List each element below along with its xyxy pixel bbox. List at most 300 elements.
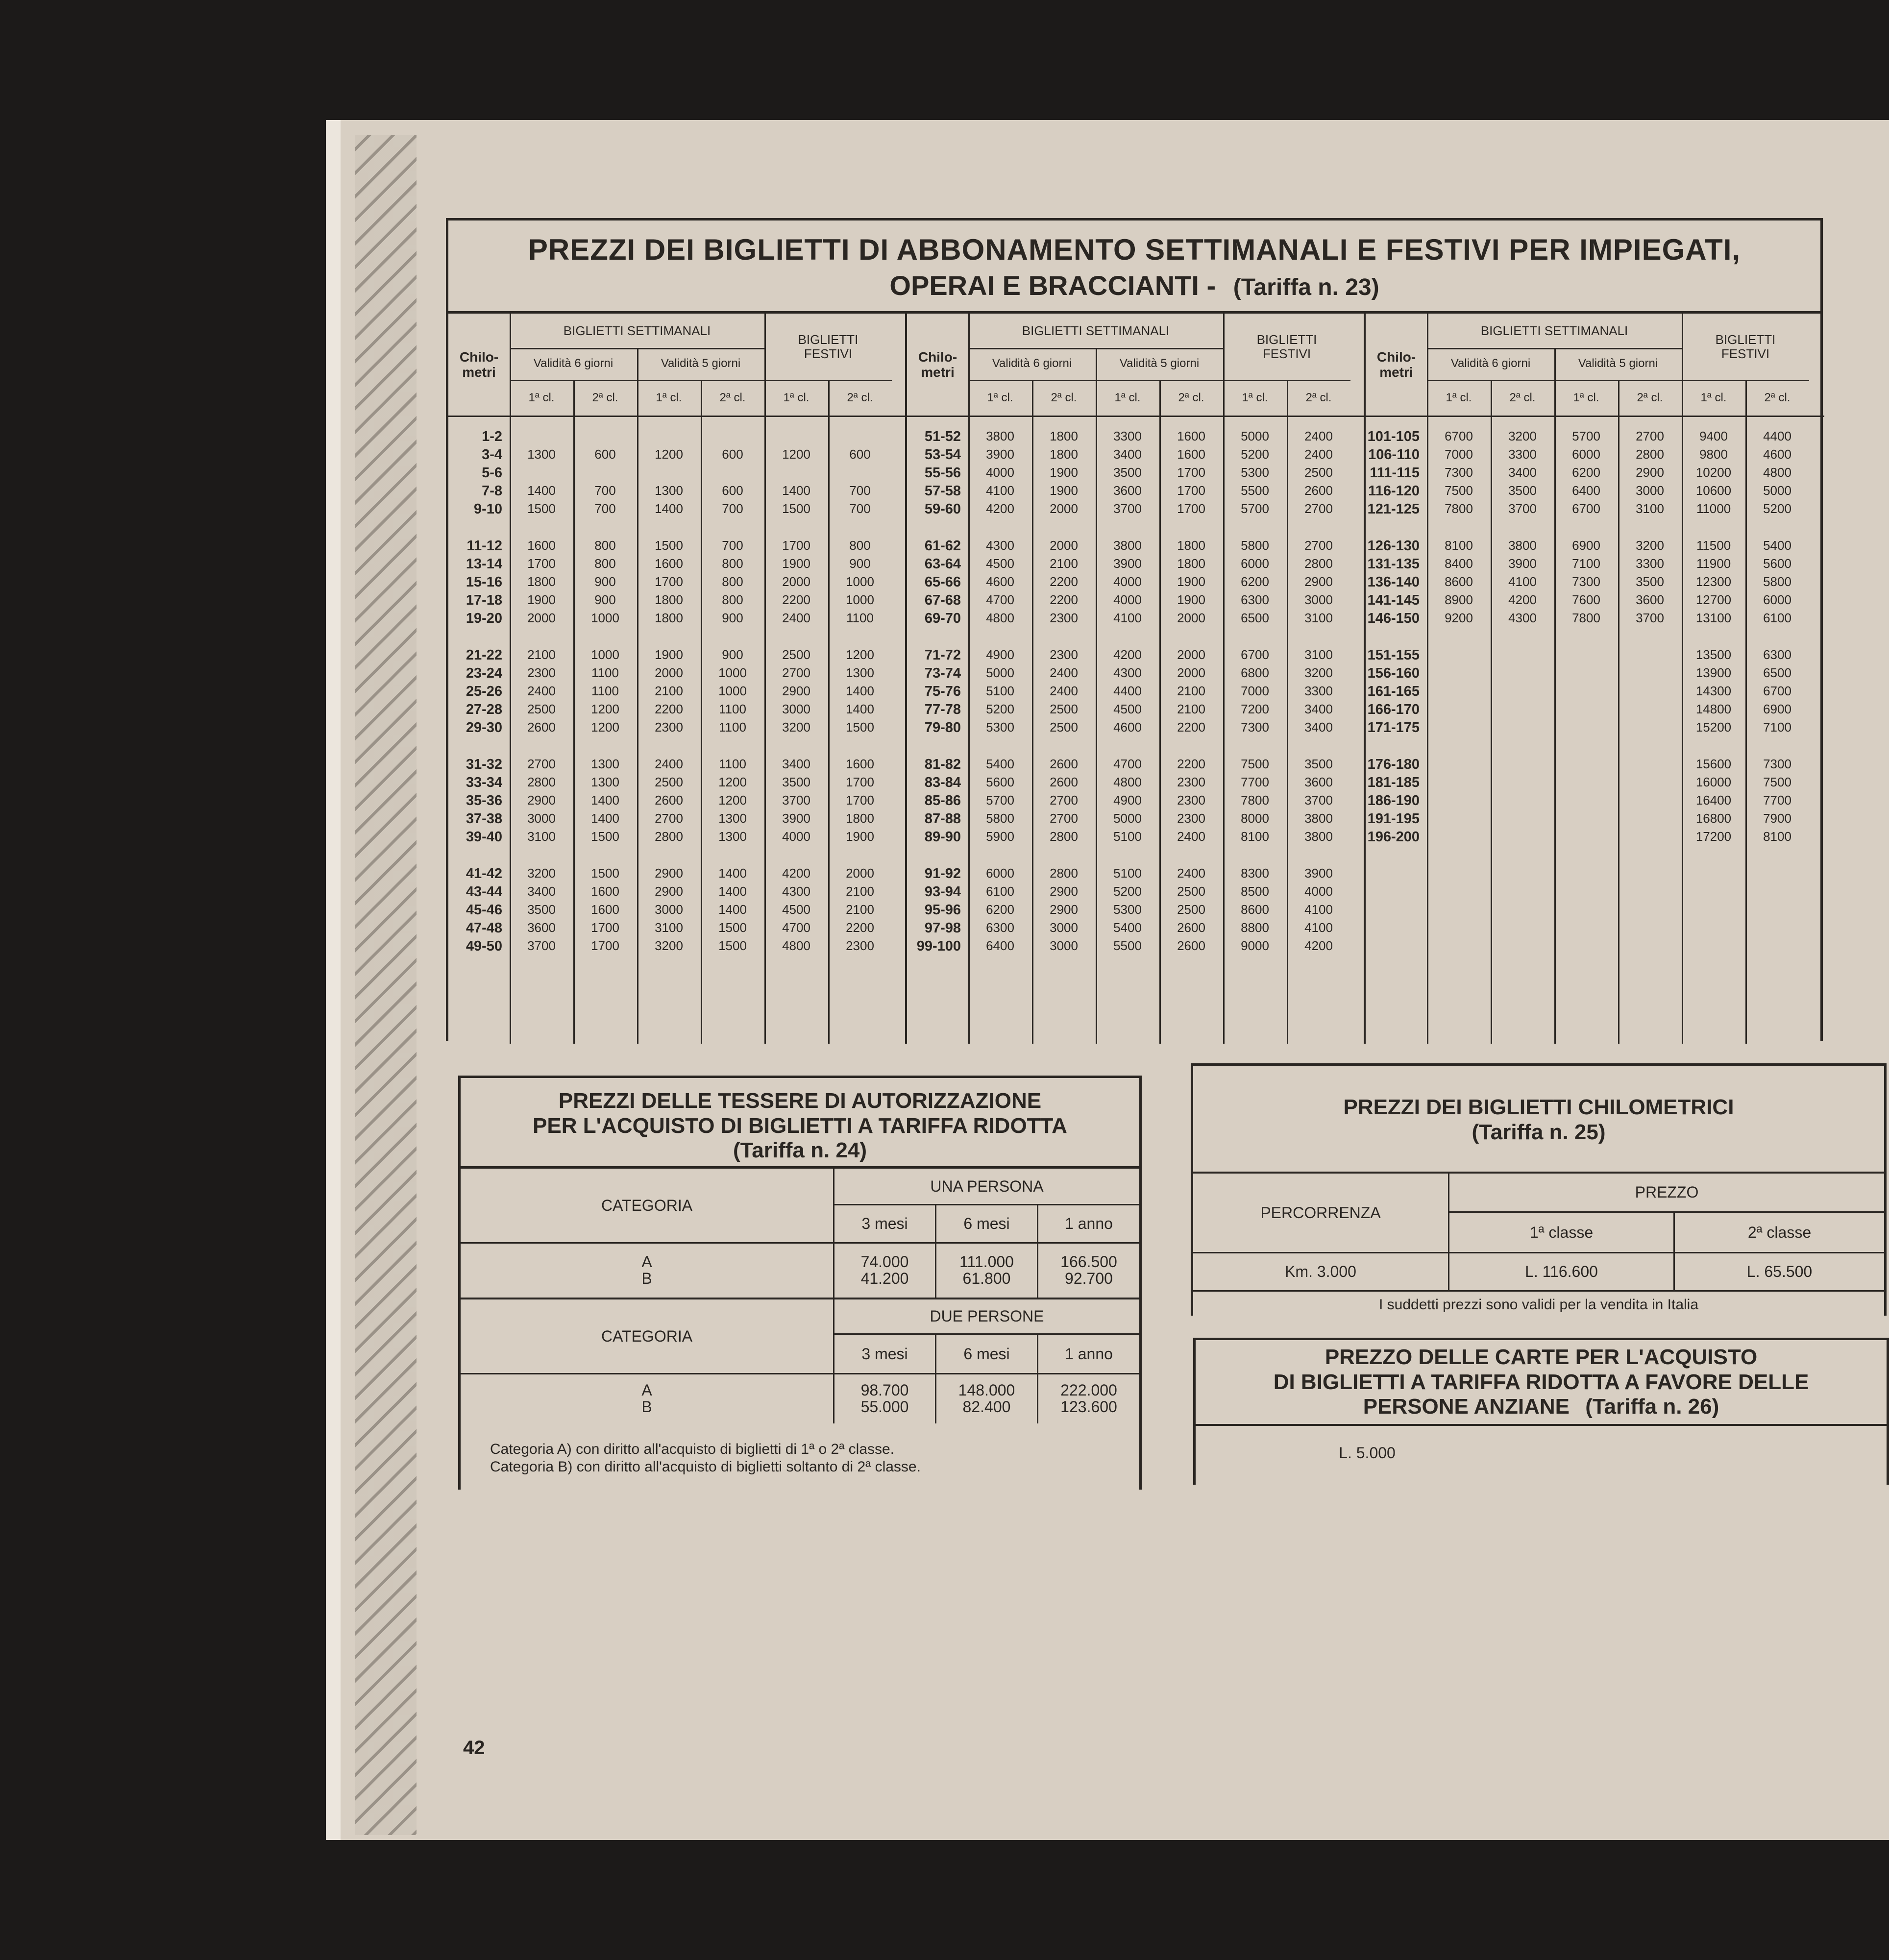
price-cell: 2100 <box>846 902 874 917</box>
chilometrici-title-line1: PREZZI DEI BIGLIETTI CHILOMETRICI <box>1343 1095 1734 1119</box>
price-cell: 8500 <box>1241 884 1269 899</box>
price-cell: 2700 <box>1304 538 1333 553</box>
price-cell: 3500 <box>1304 757 1333 771</box>
price-cell: 5600 <box>1763 556 1791 571</box>
period-1anno-2: 1 anno <box>1037 1335 1139 1373</box>
price-cell: 2400 <box>1304 429 1333 443</box>
km-range: 93-94 <box>924 884 961 900</box>
price-cell: 2100 <box>1177 702 1205 716</box>
price-cell: 3800 <box>986 429 1014 443</box>
price-cell: 3900 <box>1508 556 1537 571</box>
table-row <box>448 483 905 501</box>
price-cell: 2300 <box>1177 811 1205 826</box>
price-cell: 3500 <box>527 902 556 917</box>
class1-header: 1ª cl. <box>783 391 810 405</box>
price-cell: 7700 <box>1241 775 1269 789</box>
chilometrici-table <box>1191 1063 1887 1316</box>
price-cell: 1900 <box>655 647 683 662</box>
price-cell: 6200 <box>986 902 1014 917</box>
price-cell: 1500 <box>591 866 619 881</box>
class2-header: 2ª cl. <box>1637 391 1663 405</box>
table-row <box>1366 429 1824 447</box>
price-cell: 6300 <box>1763 647 1791 662</box>
price-cell: 2300 <box>655 720 683 735</box>
validity-6-header: Validità 6 giorni <box>992 357 1072 370</box>
price-cell: 1700 <box>1177 501 1205 516</box>
price-cell: 3800 <box>1113 538 1142 553</box>
price-cell: 7300 <box>1241 720 1269 735</box>
price-cell: 6000 <box>986 866 1014 881</box>
price-cell: 600 <box>594 447 616 462</box>
km-range: 41-42 <box>466 866 502 882</box>
price-cell: 2400 <box>1177 829 1205 844</box>
price-cell: 800 <box>722 574 743 589</box>
price-cell: 800 <box>722 592 743 607</box>
price-cell: 2500 <box>1304 465 1333 480</box>
price-cell: 5100 <box>1113 829 1142 844</box>
price-cell: 2400 <box>1050 665 1078 680</box>
price-cell: 6100 <box>1763 611 1791 625</box>
class2-header: 2ª cl. <box>1764 391 1791 405</box>
validity-6-header: Validità 6 giorni <box>1450 357 1531 370</box>
classe1-header: 1ª classe <box>1448 1213 1673 1252</box>
price-cell: 3100 <box>1304 611 1333 625</box>
table-row <box>1366 720 1824 738</box>
price-cell: 4800 <box>986 611 1014 625</box>
km-value: Km. 3.000 <box>1285 1263 1356 1280</box>
price-cell: 1100 <box>719 702 746 716</box>
km-range: 31-32 <box>466 757 502 772</box>
price-cell: 15600 <box>1695 757 1732 771</box>
price-cell: 15200 <box>1695 720 1732 735</box>
price-cell: 1600 <box>655 556 683 571</box>
price-cell: 3000 <box>1050 920 1078 935</box>
price-cell: 3300 <box>1304 684 1333 698</box>
table-blocks <box>448 314 1820 1044</box>
table-row <box>448 938 905 956</box>
price-cell: 1700 <box>527 556 556 571</box>
table-row <box>907 429 1364 447</box>
price-cell: 3900 <box>782 811 810 826</box>
price-cell: 1200 <box>846 647 874 662</box>
price-cell: 3300 <box>1508 447 1537 462</box>
price-cell: 2100 <box>846 884 874 899</box>
price-cell: 9000 <box>1241 938 1269 953</box>
price-cell: 4400 <box>1113 684 1142 698</box>
km-range: 77-78 <box>924 702 961 717</box>
price-cell: 5200 <box>1113 884 1142 899</box>
km-range: 111-115 <box>1370 465 1420 481</box>
price-cell: 3600 <box>527 920 556 935</box>
price-cell: 5000 <box>1241 429 1269 443</box>
price-cell: 800 <box>594 556 616 571</box>
price-cell: 10600 <box>1695 483 1732 498</box>
table-row <box>448 465 905 483</box>
km-range: 37-38 <box>466 811 502 827</box>
price-cell: 3700 <box>1508 501 1537 516</box>
price-cell: 4600 <box>986 574 1014 589</box>
km-range: 9-10 <box>473 501 502 517</box>
validity-5-header: Validità 5 giorni <box>661 357 741 370</box>
table-row <box>448 793 905 811</box>
price-cell: 2600 <box>655 793 683 808</box>
validity-6-header: Validità 6 giorni <box>533 357 613 370</box>
price-cell: 1400 <box>718 902 747 917</box>
categories-2: A B <box>641 1381 652 1416</box>
km-range: 83-84 <box>924 775 961 790</box>
km-range: 35-36 <box>466 793 502 808</box>
price-cell: 1300 <box>846 665 874 680</box>
weekly-festive-tariff-table <box>446 218 1823 1041</box>
price-cell: 1700 <box>655 574 683 589</box>
price-cell: 3000 <box>527 811 556 826</box>
class1-header: 1ª cl. <box>1700 391 1727 405</box>
price-cell: 3400 <box>1304 720 1333 735</box>
table-row <box>907 811 1364 829</box>
price-cell: 4000 <box>1113 574 1142 589</box>
price-cell: 12300 <box>1695 574 1732 589</box>
price-cell: 4800 <box>1113 775 1142 789</box>
price-cell: 2900 <box>782 684 810 698</box>
table-row <box>1366 592 1824 611</box>
km-range: 91-92 <box>924 866 961 882</box>
price-cell: 1400 <box>718 884 747 899</box>
price-cell: 6100 <box>986 884 1014 899</box>
price-cell: 7800 <box>1241 793 1269 808</box>
price-cell: 1700 <box>591 920 619 935</box>
price-cell: 6700 <box>1763 684 1791 698</box>
km-range: 15-16 <box>466 574 502 590</box>
km-range: 121-125 <box>1367 501 1420 517</box>
price-cell: 4000 <box>1113 592 1142 607</box>
price-cell: 1900 <box>1050 465 1078 480</box>
km-range: 116-120 <box>1368 483 1420 499</box>
price-cell: 2000 <box>846 866 874 881</box>
class2-header: 2ª cl. <box>1178 391 1204 405</box>
price-cell: 1400 <box>846 702 874 716</box>
price-cell: 3100 <box>527 829 556 844</box>
price-cell: 1400 <box>718 866 747 881</box>
price-cell: 2200 <box>1050 574 1078 589</box>
price-cell: 1900 <box>846 829 874 844</box>
price-cell: 1000 <box>591 611 619 625</box>
price-cell: 800 <box>849 538 871 553</box>
table-row <box>448 902 905 920</box>
table-row <box>1366 465 1824 483</box>
price-cell: 1000 <box>718 684 747 698</box>
price-cell: 1900 <box>1177 592 1205 607</box>
price-cell: 3000 <box>1304 592 1333 607</box>
table-row <box>448 556 905 574</box>
price-cell: 1700 <box>1177 465 1205 480</box>
catalog-page <box>326 120 1889 1840</box>
price-cell: 5800 <box>986 811 1014 826</box>
km-range: 69-70 <box>924 611 961 626</box>
price-cell: 5000 <box>1763 483 1791 498</box>
class2-header: 2ª cl. <box>1051 391 1077 405</box>
class2-header: 2ª cl. <box>847 391 873 405</box>
price-cell: 1400 <box>846 684 874 698</box>
price-cell: 1400 <box>591 793 619 808</box>
price-cell: 700 <box>849 501 871 516</box>
chilometrici-title-line2: (Tariffa n. 25) <box>1472 1120 1606 1144</box>
price-cell: 9400 <box>1699 429 1728 443</box>
price-cell: 2500 <box>1177 902 1205 917</box>
price-cell: 3200 <box>782 720 810 735</box>
price-cell: 700 <box>722 538 743 553</box>
km-range: 176-180 <box>1367 757 1420 772</box>
km-range: 141-145 <box>1367 592 1420 608</box>
table-row <box>448 829 905 847</box>
anziani-title-line2: DI BIGLIETTI A TARIFFA RIDOTTA A FAVORE DELLE <box>1273 1370 1809 1394</box>
km-range: 59-60 <box>924 501 961 517</box>
price-cell: 6700 <box>1572 501 1600 516</box>
main-title <box>448 220 1820 314</box>
table-row <box>907 483 1364 501</box>
price-cell: 3500 <box>1508 483 1537 498</box>
price-cell: 2200 <box>655 702 683 716</box>
price-cell: 2500 <box>1050 720 1078 735</box>
price-cell: 2600 <box>527 720 556 735</box>
price-cell: 2000 <box>527 611 556 625</box>
km-range: 161-165 <box>1367 684 1420 699</box>
period-6mesi-1: 6 mesi <box>935 1205 1037 1242</box>
price-cell: 5700 <box>1572 429 1600 443</box>
price-cell: 1700 <box>846 793 874 808</box>
price-cell: 6700 <box>1445 429 1473 443</box>
price-cell: 6000 <box>1572 447 1600 462</box>
price-cell: 900 <box>594 574 616 589</box>
price-two-6m: 148.000 82.400 <box>935 1374 1037 1423</box>
class2-header: 2ª cl. <box>592 391 618 405</box>
km-range: 191-195 <box>1367 811 1420 827</box>
table-row <box>907 775 1364 793</box>
class1-header: 1ª cl. <box>1446 391 1472 405</box>
km-range: 85-86 <box>924 793 961 808</box>
price-cell: 1500 <box>591 829 619 844</box>
price-cell: 1300 <box>591 775 619 789</box>
table-row <box>907 611 1364 629</box>
price-cell: 5800 <box>1763 574 1791 589</box>
price-cell: 1200 <box>718 775 747 789</box>
price-cell: 5900 <box>986 829 1014 844</box>
km-range: 186-190 <box>1367 793 1420 808</box>
price-cell: 4500 <box>986 556 1014 571</box>
price-cell: 5100 <box>1113 866 1142 881</box>
price-one-6m: 111.000 61.800 <box>935 1244 1037 1298</box>
validity-5-header: Validità 5 giorni <box>1578 357 1658 370</box>
price-cell: 1200 <box>782 447 810 462</box>
km-range: 166-170 <box>1367 702 1420 717</box>
price-cell: 4700 <box>986 592 1014 607</box>
price-cell: 4600 <box>1763 447 1791 462</box>
price-cell: 1500 <box>846 720 874 735</box>
price-cell: 3400 <box>527 884 556 899</box>
price-cell: 700 <box>594 483 616 498</box>
price-cell: 6000 <box>1763 592 1791 607</box>
price-cell: 1400 <box>527 483 556 498</box>
price-cell: 5700 <box>986 793 1014 808</box>
table-row <box>448 574 905 592</box>
table-row <box>907 920 1364 938</box>
km-range: 29-30 <box>466 720 502 735</box>
km-range: 126-130 <box>1367 538 1420 554</box>
price-cell: 2900 <box>1050 902 1078 917</box>
price-cell: 3300 <box>1636 556 1664 571</box>
price-cell: 13900 <box>1695 665 1732 680</box>
table-row <box>448 447 905 465</box>
price-cell: 1300 <box>527 447 556 462</box>
table-row <box>1366 775 1824 793</box>
table-row <box>448 611 905 629</box>
price-cell: 6200 <box>1241 574 1269 589</box>
table-row <box>1366 556 1824 574</box>
price-cell: 5100 <box>986 684 1014 698</box>
classe2-header: 2ª classe <box>1673 1213 1884 1252</box>
km-range: 13-14 <box>466 556 502 572</box>
price-cell: 1800 <box>1050 447 1078 462</box>
anziani-price: L. 5.000 <box>1339 1444 1396 1462</box>
price-cell: 2600 <box>1177 920 1205 935</box>
price-cell: 2100 <box>1177 684 1205 698</box>
price-cell: 5600 <box>986 775 1014 789</box>
class1-header: 1ª cl. <box>1573 391 1599 405</box>
table-row <box>907 501 1364 519</box>
price-cell: 3000 <box>782 702 810 716</box>
table-row <box>448 775 905 793</box>
price-cell: 1600 <box>1177 447 1205 462</box>
price-cell: 2600 <box>1050 775 1078 789</box>
price-cell: 4100 <box>1304 920 1333 935</box>
price-cell: 3100 <box>1304 647 1333 662</box>
price-cell: 2300 <box>1050 611 1078 625</box>
price-cell: 1200 <box>591 720 619 735</box>
main-title-line1: PREZZI DEI BIGLIETTI DI ABBONAMENTO SETTIMANALI E FESTIVI PER IMPIEGATI, <box>528 233 1741 266</box>
price-cell: 800 <box>722 556 743 571</box>
price-cell: 4200 <box>986 501 1014 516</box>
table-row <box>1366 757 1824 775</box>
price-cell: 1600 <box>1177 429 1205 443</box>
table-row <box>907 684 1364 702</box>
price-cell: 8900 <box>1445 592 1473 607</box>
class2-header: 2ª cl. <box>1305 391 1332 405</box>
km-range: 89-90 <box>924 829 961 845</box>
price-cell: 1700 <box>1177 483 1205 498</box>
price-cell: 3800 <box>1304 811 1333 826</box>
price-cell: 8100 <box>1241 829 1269 844</box>
main-title-line2: OPERAI E BRACCIANTI - <box>889 270 1216 301</box>
price-cell: 900 <box>722 647 743 662</box>
table-row <box>1366 829 1824 847</box>
table-row <box>907 574 1364 592</box>
table-row <box>448 920 905 938</box>
table-row <box>1366 647 1824 665</box>
price-cell: 9200 <box>1445 611 1473 625</box>
price-cell: 2400 <box>655 757 683 771</box>
price-cell: 3700 <box>1113 501 1142 516</box>
price-cell: 2700 <box>782 665 810 680</box>
price-cell: 900 <box>849 556 871 571</box>
price-cell: 1900 <box>782 556 810 571</box>
price-cell: 1300 <box>591 757 619 771</box>
class1-header: 1ª cl. <box>987 391 1013 405</box>
class1-header: 1ª cl. <box>528 391 555 405</box>
table-row <box>1366 538 1824 556</box>
price-cell: 600 <box>849 447 871 462</box>
table-row <box>907 884 1364 902</box>
price-cell: 3000 <box>655 902 683 917</box>
price-cell: 11000 <box>1696 501 1731 516</box>
price-cell: 2700 <box>1304 501 1333 516</box>
table-row <box>1366 483 1824 501</box>
categoria-header-2: CATEGORIA <box>601 1327 693 1345</box>
price-cell: 1300 <box>718 829 747 844</box>
price-cell: 1900 <box>527 592 556 607</box>
page-number: 42 <box>463 1737 485 1759</box>
tessere-table <box>458 1076 1142 1490</box>
price-cell: 2000 <box>1050 538 1078 553</box>
price-cell: 1600 <box>591 884 619 899</box>
price-cell: 8300 <box>1241 866 1269 881</box>
class2-header: 2ª cl. <box>719 391 746 405</box>
table-row <box>448 720 905 738</box>
price-cell: 3400 <box>1508 465 1537 480</box>
binding-edge <box>355 135 417 1835</box>
price-cell: 2400 <box>527 684 556 698</box>
price-cell: 2200 <box>782 592 810 607</box>
km-range: 71-72 <box>924 647 961 663</box>
price-cell: 2300 <box>1177 793 1205 808</box>
price-cell: 8100 <box>1445 538 1473 553</box>
price-cell: 2700 <box>1636 429 1664 443</box>
tessere-title-line1: PREZZI DELLE TESSERE DI AUTORIZZAZIONE <box>558 1089 1042 1113</box>
price-cell: 1800 <box>655 592 683 607</box>
price-cell: 2500 <box>527 702 556 716</box>
price-cell: 3100 <box>655 920 683 935</box>
price-cell: 2800 <box>1636 447 1664 462</box>
price-cell: 1000 <box>718 665 747 680</box>
price-cell: 3800 <box>1304 829 1333 844</box>
price-cell: 2400 <box>1050 684 1078 698</box>
price-cell: 2000 <box>655 665 683 680</box>
price-cell: 2000 <box>1177 647 1205 662</box>
price-cell: 1800 <box>1050 429 1078 443</box>
categoria-header-1: CATEGORIA <box>601 1196 693 1214</box>
table-row <box>1366 574 1824 592</box>
table-row <box>448 592 905 611</box>
price-cell: 5300 <box>986 720 1014 735</box>
anziani-tariff: (Tariffa n. 26) <box>1585 1395 1719 1419</box>
table-row <box>907 647 1364 665</box>
price-cell: 6000 <box>1241 556 1269 571</box>
km-range: 99-100 <box>916 938 961 954</box>
km-range: 49-50 <box>466 938 502 954</box>
percorrenza-header: PERCORRENZA <box>1260 1203 1381 1222</box>
price-cell: 700 <box>594 501 616 516</box>
price-cell: 7800 <box>1445 501 1473 516</box>
price-cell: 7700 <box>1763 793 1791 808</box>
km-range: 11-12 <box>466 538 502 554</box>
table-row <box>448 757 905 775</box>
price-cell: 1500 <box>782 501 810 516</box>
weekly-header: BIGLIETTI SETTIMANALI <box>563 323 711 338</box>
price-cell: 3900 <box>986 447 1014 462</box>
table-row <box>907 829 1364 847</box>
price-cell: 1500 <box>718 938 747 953</box>
km-range: 101-105 <box>1367 429 1420 444</box>
price-cell: 2000 <box>782 574 810 589</box>
table-row <box>448 811 905 829</box>
